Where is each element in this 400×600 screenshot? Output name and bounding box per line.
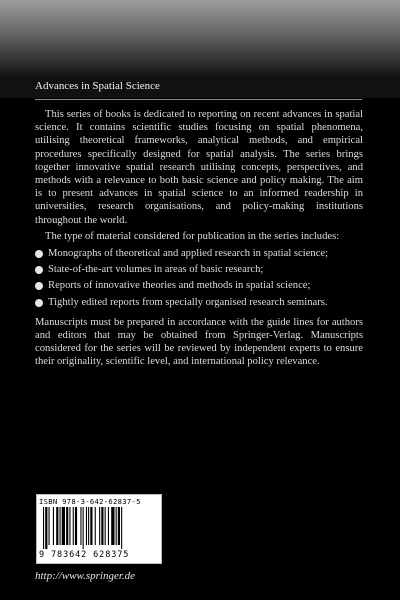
barcode-bar [53,507,54,545]
bullet-icon [35,250,43,258]
barcode-bar [95,507,96,545]
barcode-bar [99,507,100,545]
isbn-barcode [36,494,162,564]
list-item-text: State-of-the-art volumes in areas of basic research; [48,264,264,276]
intro-paragraph: This series of books is dedicated to reporting on recent advances in spatial science. It contains scientific studies focusing on spatial phenomena, utilising theoretical frameworks, analytical methods, and empirical procedures specifically designed for spatial analysis. The series brings together innovative spatial research utilising concepts, perspectives, and methods with a relevance to both basic science and policy making. The aim is to present advances in spatial science to an informed readership in universities, research organisations, and policy-making institutions throughout the world. [35,109,363,226]
list-item [35,296,363,309]
barcode-bar [116,507,117,545]
list-item [35,263,363,276]
barcode-bar [45,507,47,549]
barcode-bar [75,507,77,545]
material-intro: The type of material considered for publication in the series includes: [45,230,340,242]
barcode-bar [121,507,122,549]
barcode-bar [86,507,87,545]
material-list [35,247,363,309]
barcode-bar [60,507,61,545]
barcode-bar [56,507,58,545]
list-item-text: Reports of innovative theories and methods in spatial science; [48,280,311,292]
barcode-bar [62,507,65,545]
list-item-text: Tightly edited reports from specially organised research seminars. [48,296,328,308]
barcode-bar [118,507,120,545]
barcode-bar [90,507,92,545]
barcode-bar [88,507,89,545]
barcode-number: 9 783642 628375 [39,550,130,560]
barcode-bar [43,507,44,549]
barcode-bar [111,507,114,545]
barcode-bar [108,507,109,545]
series-divider [35,99,362,100]
barcode-bar [73,507,74,545]
barcode-bar [69,507,70,545]
barcode-bar [101,507,103,545]
list-item [35,247,363,260]
cover-top-gradient [0,0,400,78]
barcode-bar [105,507,106,545]
barcode-bar [80,507,81,545]
barcode-bar [49,507,50,545]
back-cover-text [35,108,363,369]
list-item [35,279,363,292]
isbn-label: ISBN 978-3-642-62837-5 [39,497,141,506]
barcode-bar [66,507,68,545]
list-item-text: Monographs of theoretical and applied research in spatial science; [48,248,329,260]
barcode-bar [83,507,84,549]
manuscripts-paragraph: Manuscripts must be prepared in accordance with the guide lines for authors and editors that may be obtained from Springer-Verlag. Manuscripts considered for the series will be reviewed by independent experts to ensure their originality, scientific level, and international policy relevance. [35,316,363,368]
series-title: Advances in Spatial Science [35,80,160,92]
barcode-bars [43,507,155,549]
bullet-icon [35,282,43,290]
bullet-icon [35,299,43,307]
publisher-url: http://www.springer.de [35,570,136,582]
bullet-icon [35,266,43,274]
